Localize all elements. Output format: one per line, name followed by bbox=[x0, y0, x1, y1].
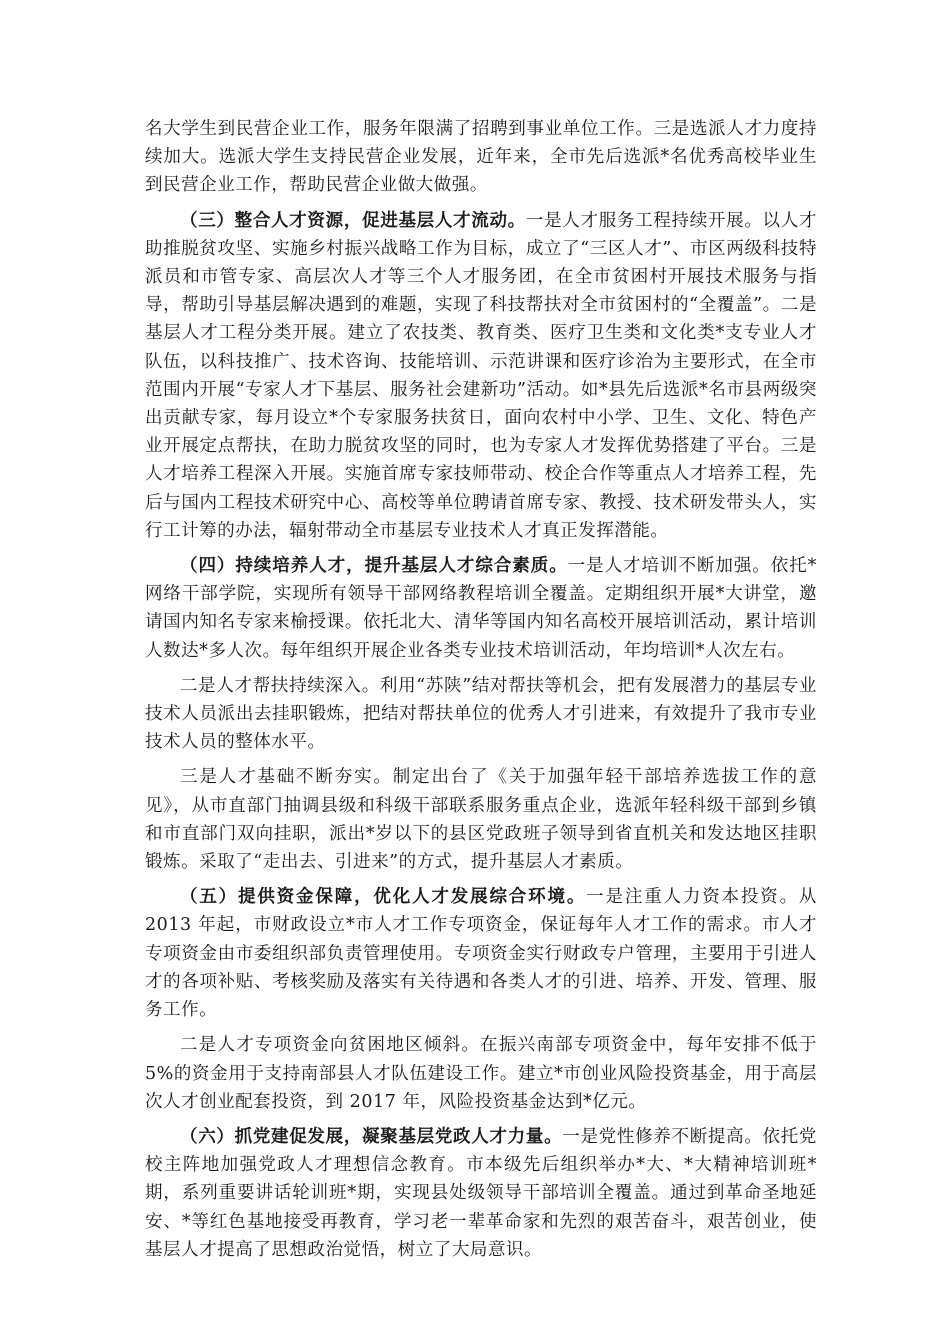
paragraph-section-5 bbox=[145, 883, 817, 1024]
paragraph-section-4 bbox=[145, 552, 817, 665]
paragraph-text: 二是人才帮扶持续深入。利用“苏陕”结对帮扶等机会，把有发展潜力的基层专业技术人员派出去挂职锻炼，把结对帮扶单位的优秀人才引进来，有效提升了我市专业技术人员的整体水平。 bbox=[145, 675, 817, 753]
paragraph-text: 名大学生到民营企业工作，服务年限满了招聘到事业单位工作。三是选派人才力度持续加大。选派大学生支持民营企业发展，近年来，全市先后选派*名优秀高校毕业生到民营企业工作，帮助民营企业做大做强。 bbox=[145, 119, 817, 196]
paragraph-continuation bbox=[145, 115, 817, 200]
paragraph-section-3 bbox=[145, 207, 817, 545]
paragraph-text: 二是人才专项资金向贫困地区倾斜。在振兴南部专项资金中，每年安排不低于 5%的资金用于支持南部县人才队伍建设工作。建立*市创业风险投资基金，用于高层次人才创业配套投资，到 2017 年，风险投资基金达到*亿元。 bbox=[145, 1035, 817, 1112]
section-heading: （三）整合人才资源，促进基层人才流动。 bbox=[180, 210, 526, 231]
document-page bbox=[145, 115, 817, 1264]
section-heading: （六）抓党建促发展，凝聚基层党政人才力量。 bbox=[180, 1126, 563, 1147]
paragraph-text: 一是注重人力资本投资。从 2013 年起，市财政设立*市人才工作专项资金，保证每年人才工作的需求。市人才专项资金由市委组织部负责管理使用。专项资金实行财政专户管理，主要用于引进人才的各项补贴、考核奖励及落实有关待遇和各类人才的引进、培养、开发、管理、服务工作。 bbox=[145, 887, 817, 1021]
paragraph-section-6 bbox=[145, 1123, 817, 1264]
section-heading: （四）持续培养人才，提升基层人才综合素质。 bbox=[180, 556, 568, 577]
paragraph-talent-assistance bbox=[145, 672, 817, 757]
paragraph-text: 一是人才服务工程持续开展。以人才助推脱贫攻坚、实施乡村振兴战略工作为目标，成立了“三区人才”、市区两级科技特派员和市管专家、高层次人才等三个人才服务团，在全市贫困村开展技术服务与指导，帮助引导基层解决遇到的难题，实现了科技帮扶对全市贫困村的“全覆盖”。二是基层人才工程分类开展。建立了农技类、教育类、医疗卫生类和文化类*支专业人才队伍，以科技推广、技术咨询、技能培训、示范讲课和医疗诊治为主要形式，在全市范围内开展“专家人才下基层、服务社会建新功”活动。如*县先后选派*名市县两级突出贡献专家，每月设立*个专家服务扶贫日，面向农村中小学、卫生、文化、特色产业开展定点帮扶，在助力脱贫攻坚的同时，也为专家人才发挥优势搭建了平台。三是人才培养工程深入开展。实施首席专家技师带动、校企合作等重点人才培养工程，先后与国内工程技术研究中心、高校等单位聘请首席专家、教授、技术研发带头人，实行工计筹的办法，辐射带动全市基层专业技术人才真正发挥潜能。 bbox=[145, 210, 817, 541]
paragraph-text: 三是人才基础不断夯实。制定出台了《关于加强年轻干部培养选拔工作的意见》，从市直部门抽调县级和科级干部联系服务重点企业，选派年轻科级干部到乡镇和市直部门双向挂职，派出*岁以下的县区党政班子领导到省直机关和发达地区挂职锻炼。采取了“走出去、引进来”的方式，提升基层人才素质。 bbox=[145, 767, 817, 873]
paragraph-special-funds bbox=[145, 1031, 817, 1116]
paragraph-text: 一是党性修养不断提高。依托党校主阵地加强党政人才理想信念教育。市本级先后组织举办*大、*大精神培训班*期，系列重要讲话轮训班*期，实现县处级领导干部培训全覆盖。通过到革命圣地延安、*等红色基地接受再教育，学习老一辈革命家和先烈的艰苦奋斗，艰苦创业，使基层人才提高了思想政治觉悟，树立了大局意识。 bbox=[145, 1126, 817, 1260]
paragraph-talent-foundation bbox=[145, 763, 817, 876]
section-heading: （五）提供资金保障，优化人才发展综合环境。 bbox=[180, 887, 587, 908]
paragraph-text: 一是人才培训不断加强。依托*网络干部学院，实现所有领导干部网络教程培训全覆盖。定期组织开展*大讲堂，邀请国内知名专家来榆授课。依托北大、清华等国内知名高校开展培训活动，累计培训人数达*多人次。每年组织开展企业各类专业技术培训活动，年均培训*人次左右。 bbox=[145, 556, 817, 661]
